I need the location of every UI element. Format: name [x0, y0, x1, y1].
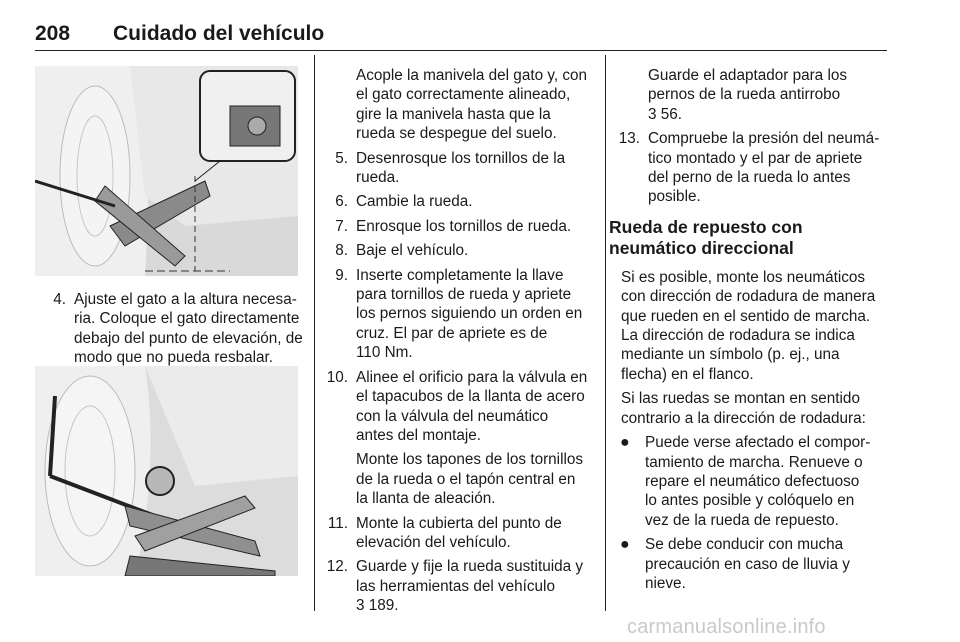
list-item — [317, 149, 602, 188]
text-line: los pernos siguiendo un orden en — [356, 305, 583, 323]
jack-under-vehicle-illustration — [35, 366, 298, 576]
step-number: 10. — [326, 368, 348, 386]
column-left — [35, 290, 305, 373]
column-divider-1 — [314, 55, 315, 611]
text-line: del perno de la rueda lo antes — [648, 169, 851, 187]
text-line: contrario a la dirección de rodadura: — [621, 409, 866, 427]
text-line: de la rueda o el tapón central en — [356, 470, 576, 488]
bullet-item — [609, 433, 899, 530]
column-right — [609, 66, 899, 598]
text-line: precaución en caso de lluvia y — [645, 555, 850, 573]
column-middle — [317, 66, 602, 621]
text-line: repare el neumático defectuoso — [645, 472, 860, 490]
text-line: posible. — [648, 188, 701, 206]
subheading-directional-tyre — [609, 217, 899, 259]
col2-steps — [317, 149, 602, 446]
bullet-list — [609, 433, 899, 593]
jack-positioning-drawing — [35, 66, 298, 276]
text-line: La dirección de rodadura se indica — [621, 327, 855, 345]
watermark: carmanualsonline.info — [627, 616, 826, 638]
text-line: Puede verse afectado el compor- — [645, 434, 871, 452]
step10-note — [317, 450, 602, 508]
step-number: 4. — [53, 291, 66, 308]
step-number: 8. — [335, 242, 348, 260]
text-line: 110 Nm. — [356, 344, 413, 362]
paragraph-rotation-direction — [609, 268, 899, 384]
list-item — [317, 557, 602, 615]
text-line: elevación del vehículo. — [356, 533, 511, 551]
list-item — [609, 129, 899, 207]
text-line: con la válvula del neumático — [356, 407, 549, 425]
bullet-dot-icon: ● — [620, 434, 630, 452]
text-line: Inserte completamente la llave — [356, 266, 564, 284]
text-line: Si las ruedas se montan en sentido — [621, 390, 860, 408]
column-divider-2 — [605, 55, 606, 611]
jack-positioning-illustration — [35, 66, 298, 276]
bullet-item — [609, 535, 899, 593]
list-item — [35, 290, 305, 368]
page-number: 208 — [35, 22, 71, 45]
text-line: ria. Coloque el gato directamente — [74, 310, 300, 328]
text-line: rueda. — [356, 169, 400, 187]
text-line: flecha) en el flanco. — [621, 365, 754, 383]
text-line: Ajuste el gato a la altura necesa- — [74, 291, 297, 308]
col2-steps-after — [317, 514, 602, 616]
text-line: Rueda de repuesto con — [609, 216, 803, 237]
step12-continuation — [609, 66, 899, 124]
text-line: 3 56. — [648, 105, 683, 123]
jack-under-vehicle-drawing — [35, 366, 298, 576]
text-line: el tapacubos de la llanta de acero — [356, 388, 585, 406]
step-number: 6. — [335, 193, 348, 211]
list-item — [317, 368, 602, 446]
text-line: pernos de la rueda antirrobo — [648, 86, 841, 104]
text-line: Baje el vehículo. — [356, 242, 469, 260]
list-item — [317, 514, 602, 553]
text-line: rueda se despegue del suelo. — [356, 125, 557, 143]
text-line: vez de la rueda de repuesto. — [645, 511, 839, 529]
list-item — [317, 217, 602, 236]
text-line: neumático direccional — [609, 237, 794, 258]
step-number: 13. — [618, 130, 640, 148]
text-line: gire la manivela hasta que la — [356, 105, 551, 123]
text-line: tico montado y el par de apriete — [648, 149, 863, 167]
text-line: la llanta de aleación. — [356, 490, 496, 508]
text-line: para tornillos de rueda y apriete — [356, 286, 572, 304]
list-item — [317, 192, 602, 211]
text-line: debajo del punto de elevación, de — [74, 329, 303, 347]
text-line: lo antes posible y colóquelo en — [645, 492, 855, 510]
text-line: las herramientas del vehículo — [356, 577, 555, 595]
step-number: 5. — [335, 149, 348, 167]
step-number: 9. — [335, 266, 348, 284]
col3-steps — [609, 129, 899, 207]
text-line: Si es posible, monte los neumáticos — [621, 268, 866, 286]
step-number: 11. — [327, 514, 348, 532]
text-line: tamiento de marcha. Renueve o — [645, 453, 863, 471]
text-line: Desenrosque los tornillos de la — [356, 149, 566, 167]
text-line: Monte la cubierta del punto de — [356, 514, 562, 532]
list-item — [317, 266, 602, 363]
text-line: Cambie la rueda. — [356, 193, 473, 211]
text-line: Guarde y fije la rueda sustituida y — [356, 558, 584, 576]
text-line: mediante un símbolo (p. ej., una — [621, 346, 840, 364]
text-line: el gato correctamente alineado, — [356, 86, 571, 104]
section-title: Cuidado del vehículo — [113, 22, 325, 45]
text-line: Guarde el adaptador para los — [648, 67, 847, 84]
page-header — [35, 20, 887, 51]
text-line: con dirección de rodadura de manera — [621, 288, 876, 306]
text-line: Alinee el orificio para la válvula en — [356, 368, 588, 386]
text-line: modo que no pueda resbalar. — [74, 349, 274, 367]
paragraph-opposite-direction — [609, 389, 899, 428]
text-line: nieve. — [645, 574, 686, 592]
list-item — [317, 241, 602, 260]
text-line: cruz. El par de apriete es de — [356, 324, 548, 342]
step4-continuation — [317, 66, 602, 144]
text-line: que rueden en el sentido de marcha. — [621, 307, 871, 325]
text-line: Enrosque los tornillos de rueda. — [356, 217, 572, 235]
step-number: 7. — [335, 217, 348, 235]
step-number: 12. — [326, 558, 348, 576]
text-line: Compruebe la presión del neumá- — [648, 130, 880, 148]
bullet-dot-icon: ● — [620, 536, 630, 554]
text-line: Acople la manivela del gato y, con — [356, 67, 588, 84]
text-line: 3 189. — [356, 597, 399, 615]
col1-steps — [35, 290, 305, 368]
text-line: antes del montaje. — [356, 426, 482, 444]
text-line: Se debe conducir con mucha — [645, 536, 844, 554]
text-line: Monte los tapones de los tornillos — [356, 451, 584, 469]
